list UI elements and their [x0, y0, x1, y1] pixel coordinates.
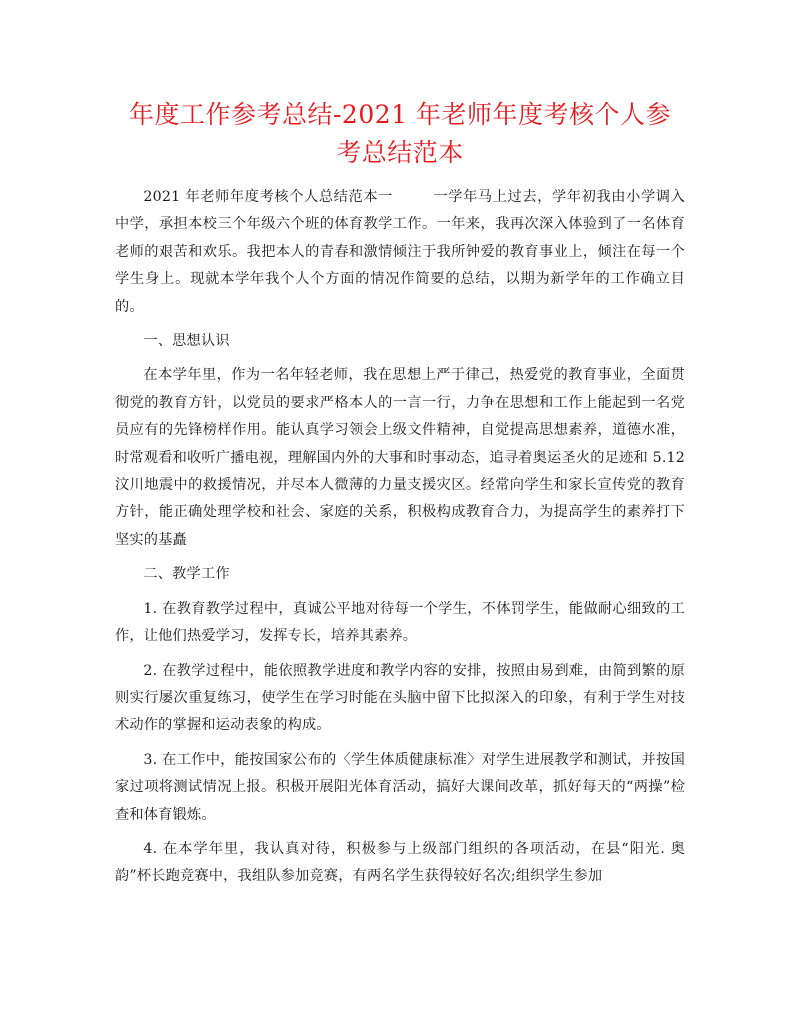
section-heading-thinking: 一、思想认识	[143, 333, 230, 350]
teaching-item-4: 4. 在本学年里，我认真对待，积极参与上级部门组织的各项活动，在县“阳光. 奥韵”杯长跑竞赛中，我组队参加竞赛，有两名学生获得较好名次;组织学生参加	[115, 840, 685, 885]
teaching-item-3: 3. 在工作中，能按国家公布的〈学生体质健康标准〉对学生进展教学和测试，并按国家过项将测试情况上报。积极开展阳光体育活动，搞好大课间改革，抓好每天的“两操”检查和体育锻炼。	[115, 751, 685, 823]
title-line-2: 考总结范本	[336, 138, 464, 167]
intro-paragraph	[115, 184, 685, 321]
teaching-item-2: 2. 在教学过程中，能依照教学进度和教学内容的安排，按照由易到难，由简到繁的原则实行屡次重复练习，使学生在学习时能在头脑中留下比拟深入的印象，有利于学生对技术动作的掌握和运动表象的构成。	[115, 662, 685, 734]
section-heading-teaching: 二、教学工作	[143, 566, 230, 583]
teaching-item-1: 1. 在教育教学过程中，真诚公平地对待每一个学生，不体罚学生，能做耐心细致的工作，让他们热爱学习，发挥专长，培养其素养。	[115, 600, 685, 645]
document-body	[115, 184, 685, 891]
intro-text: 一学年马上过去，学年初我由小学调入中学，承担本校三个年级六个班的体育教学工作。一年来，我再次深入体验到了一名体育老师的艰苦和欢乐。我把本人的青春和激情倾注于我所钟爱的教育事业上，倾注在每一个学生身上。现就本学年我个人个方面的情况作简要的总结，以期为新学年的工作确立目的。	[115, 189, 685, 315]
section-paragraph-thinking: 在本学年里，作为一名年轻老师，我在思想上严于律己，热爱党的教育事业，全面贯彻党的教育方针，以党员的要求严格本人的一言一行，力争在思想和工作上能起到一名党员应有的先锋榜样作用。能认真学习领会上级文件精神，自觉提高思想素养，道德水准，时常观看和收听广播电视，理解国内外的大事和时事动态，追寻着奥运圣火的足迹和 5.12 汶川地震中的救援情况，并尽本人微薄的力量支援灾区。经常向学生和家长宣传党的教育方针，能正确处理学校和社会、家庭的关系，积极构成教育合力，为提高学生的素养打下坚实的基矗	[115, 367, 685, 548]
intro-lead: 2021 年老师年度考核个人总结范本一	[143, 189, 393, 205]
document-title	[115, 96, 685, 172]
title-line-1: 年度工作参考总结-2021 年老师年度考核个人参	[128, 100, 672, 129]
